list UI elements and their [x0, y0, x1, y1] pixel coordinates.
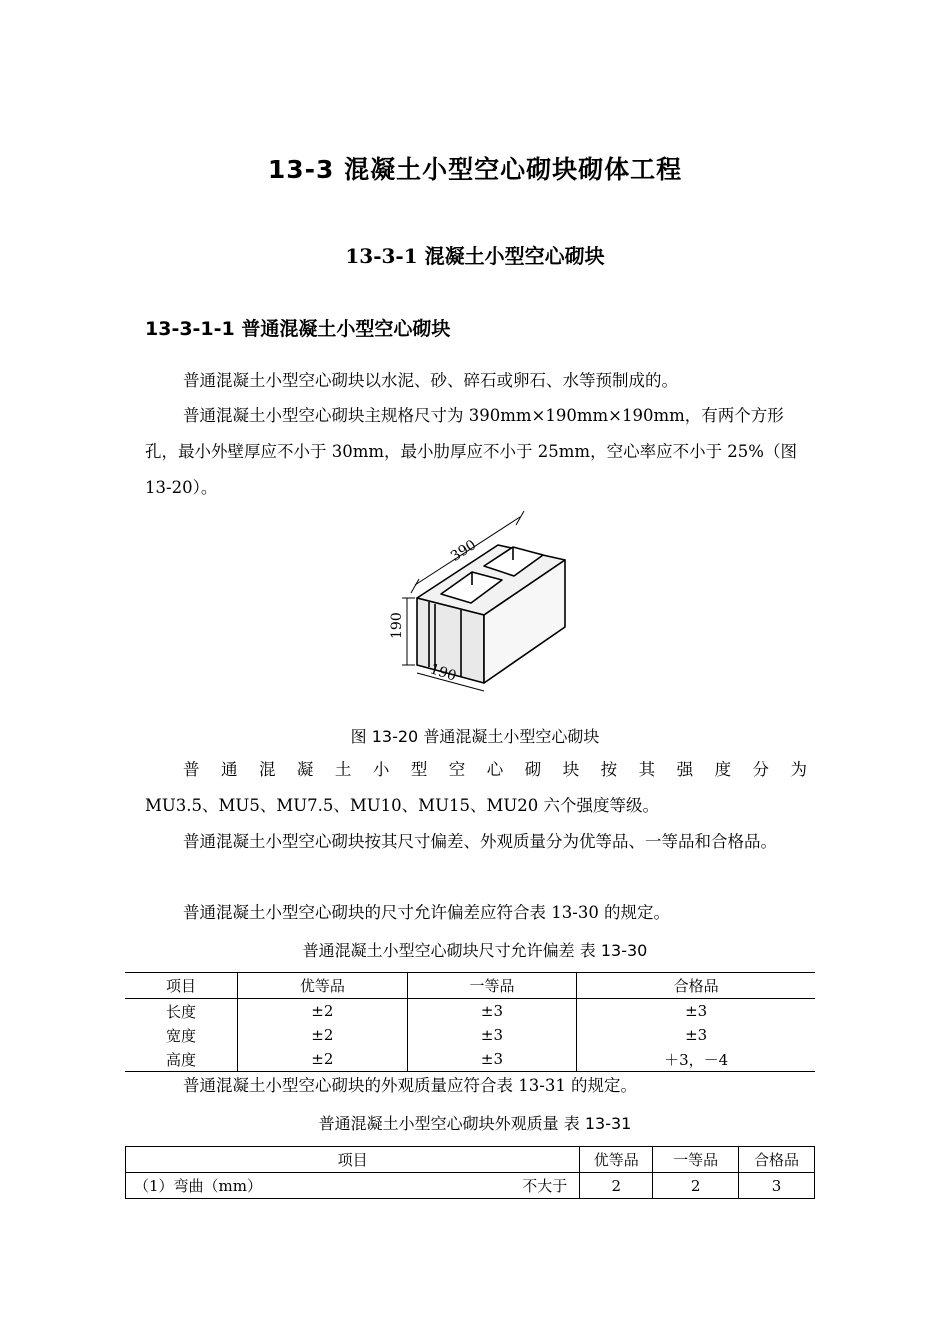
- paragraph-2: 普通混凝土小型空心砌块主规格尺寸为 390mm×190mm×190mm，有两个方形孔，最小外壁厚应不小于 30mm，最小肋厚应不小于 25mm，空心率应不小于 25%（图 13-20）。: [145, 406, 797, 497]
- dimension-height-label: 190: [389, 612, 405, 639]
- column-header: 合格品: [739, 1147, 815, 1173]
- paragraph-5: 普通混凝土小型空心砌块的尺寸允许偏差应符合表 13-30 的规定。: [183, 903, 671, 922]
- paragraph-1: 普通混凝土小型空心砌块以水泥、砂、碎石或卵石、水等预制成的。: [183, 371, 678, 390]
- column-header: 项目: [126, 1147, 580, 1173]
- table-cell: 长度: [165, 1002, 196, 1021]
- table1-caption: 普通混凝土小型空心砌块尺寸允许偏差 表 13-30: [302, 941, 648, 960]
- table-header-row: [125, 973, 815, 999]
- table-cell: ±2: [238, 1047, 408, 1072]
- size-tolerance-table: [125, 972, 815, 1072]
- table-cell: 2: [653, 1173, 739, 1199]
- table-cell: ±3: [407, 1023, 577, 1047]
- table-cell: ±2: [238, 999, 408, 1024]
- dimension-length-label: 390: [447, 537, 480, 566]
- concrete-block-figure: [375, 505, 575, 695]
- table-cell: 2: [580, 1173, 653, 1199]
- table-cell: ±3: [407, 1047, 577, 1072]
- table-row: [126, 1173, 815, 1199]
- column-header: 一等品: [407, 973, 577, 999]
- figure-caption: 图 13-20 普通混凝土小型空心砌块: [350, 727, 600, 746]
- table-cell: 3: [739, 1173, 815, 1199]
- table2-caption: 普通混凝土小型空心砌块外观质量 表 13-31: [318, 1114, 632, 1133]
- column-header: 一等品: [653, 1147, 739, 1173]
- item-qualifier: 不大于: [522, 1177, 568, 1195]
- column-header: 项目: [125, 973, 238, 999]
- paragraph-3-line2: MU3.5、MU5、MU7.5、MU10、MU15、MU20 六个强度等级。: [145, 796, 660, 815]
- table-cell: ±2: [238, 1023, 408, 1047]
- dimension-width-label: 190: [427, 661, 459, 685]
- appearance-quality-table: [125, 1146, 815, 1199]
- table-header-row: [126, 1147, 815, 1173]
- table-cell: 高度: [165, 1050, 196, 1069]
- table-cell: ＋3，－4: [577, 1047, 815, 1072]
- table-cell: ±3: [577, 1023, 815, 1047]
- table-cell: ±3: [407, 999, 577, 1024]
- table-cell: ±3: [577, 999, 815, 1024]
- item-label: （1）弯曲（mm）: [134, 1177, 262, 1195]
- table-row: [125, 1023, 815, 1047]
- table-cell: 宽度: [165, 1026, 196, 1045]
- table-row: [125, 999, 815, 1024]
- paragraph-6: 普通混凝土小型空心砌块的外观质量应符合表 13-31 的规定。: [183, 1076, 638, 1095]
- column-header: 优等品: [238, 973, 408, 999]
- column-header: 优等品: [580, 1147, 653, 1173]
- page-title: 13-3 混凝土小型空心砌块砌体工程: [267, 155, 683, 184]
- paragraph-3-line1: 普通混凝土小型空心砌块按其强度分为: [183, 760, 807, 779]
- paragraph-4: 普通混凝土小型空心砌块按其尺寸偏差、外观质量分为优等品、一等品和合格品。: [183, 832, 777, 851]
- section-heading: 13-3-1 混凝土小型空心砌块: [345, 244, 605, 268]
- column-header: 合格品: [577, 973, 815, 999]
- item-cell: [126, 1173, 580, 1199]
- subsection-heading: 13-3-1-1 普通混凝土小型空心砌块: [145, 318, 451, 340]
